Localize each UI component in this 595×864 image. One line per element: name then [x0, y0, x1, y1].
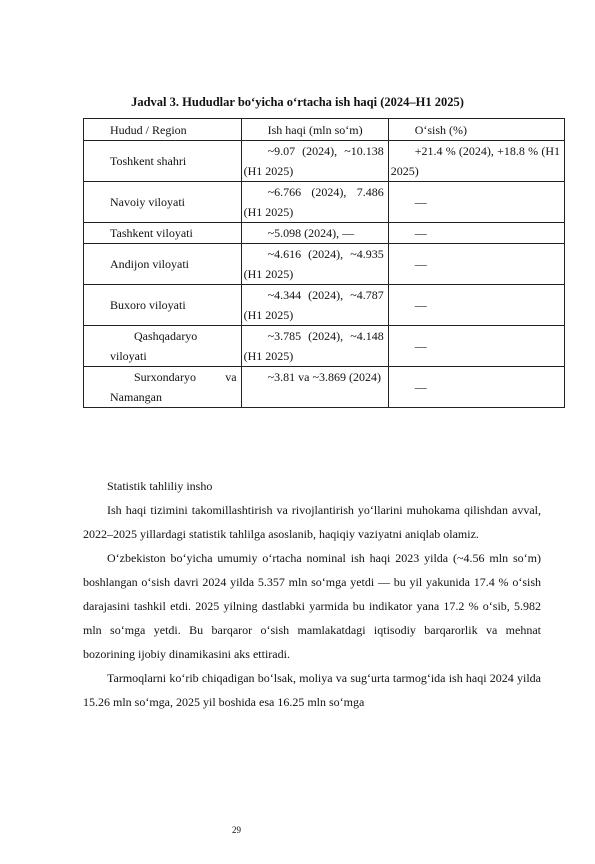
salary-cell: ~6.766 (2024), 7.486 (H1 2025)	[241, 182, 388, 223]
region-cell: Surxondaryo va Namangan	[84, 367, 242, 408]
table-header-row	[84, 119, 565, 141]
growth-cell: —	[388, 285, 564, 326]
table-row	[84, 182, 565, 223]
table-row	[84, 223, 565, 244]
growth-cell: +21.4 % (2024), +18.8 % (H1 2025)	[388, 141, 564, 182]
table-title: Jadval 3. Hududlar bo‘yicha o‘rtacha ish haqi (2024–H1 2025)	[131, 95, 464, 109]
region-cell: Buxoro viloyati	[84, 285, 242, 326]
salary-cell: ~4.616 (2024), ~4.935 (H1 2025)	[241, 244, 388, 285]
paragraph-1: Ish haqi tizimini takomillashtirish va rivojlantirish yo‘llarini muhokama qilishdan avval, 2022–2025 yillardagi statistik tahlilga asoslanib, haqiqiy vaziyatni aniqlab olamiz.	[83, 503, 541, 541]
section-heading: Statistik tahliliy insho	[107, 479, 213, 493]
header-region: Hudud / Region	[84, 119, 242, 141]
region-cell: Toshkent shahri	[84, 141, 242, 182]
region-cell: Tashkent viloyati	[84, 223, 242, 244]
region-cell: Andijon viloyati	[84, 244, 242, 285]
header-growth: O‘sish (%)	[388, 119, 564, 141]
salary-cell: ~3.785 (2024), ~4.148 (H1 2025)	[241, 326, 388, 367]
region-cell: Navoiy viloyati	[84, 182, 242, 223]
table-row	[84, 326, 565, 367]
table-row	[84, 141, 565, 182]
salary-cell: ~9.07 (2024), ~10.138 (H1 2025)	[241, 141, 388, 182]
header-salary: Ish haqi (mln so‘m)	[241, 119, 388, 141]
table-row	[84, 367, 565, 408]
page-number: 29	[232, 825, 241, 835]
region-cell: Qashqadaryo viloyati	[84, 326, 242, 367]
table-row	[84, 244, 565, 285]
salary-cell: ~5.098 (2024), —	[241, 223, 388, 244]
paragraph-3: Tarmoqlarni ko‘rib chiqadigan bo‘lsak, moliya va sug‘urta tarmog‘ida ish haqi 2024 yilda 15.26 mln so‘mga, 2025 yil boshida esa 16.25 mln so‘mga	[83, 671, 541, 709]
table-row	[84, 285, 565, 326]
growth-cell: —	[388, 326, 564, 367]
growth-cell: —	[388, 367, 564, 408]
salary-table	[83, 118, 565, 408]
growth-cell: —	[388, 223, 564, 244]
growth-cell: —	[388, 244, 564, 285]
watermark-bottom	[12, 790, 31, 864]
salary-cell: ~3.81 va ~3.869 (2024)	[241, 367, 388, 408]
essay-body	[83, 474, 541, 714]
growth-cell: —	[388, 182, 564, 223]
salary-cell: ~4.344 (2024), ~4.787 (H1 2025)	[241, 285, 388, 326]
watermark-top	[12, 0, 31, 64]
paragraph-2: O‘zbekiston bo‘yicha umumiy o‘rtacha nominal ish haqi 2023 yilda (~4.56 mln so‘m) boshlangan o‘sish davri 2024 yilda 5.357 mln so‘mga yetdi — bu yil yakunida 17.4 % o‘sish darajasini tashkil etdi. 2025 yilning dastlabki yarmida bu indikator yana 17.2 % o‘sib, 5.982 mln so‘mga yetdi. Bu barqaror o‘sish mamlakatdagi iqtisodiy barqarorlik va mehnat bozorining ijobiy dinamikasini aks ettiradi.	[83, 551, 541, 661]
